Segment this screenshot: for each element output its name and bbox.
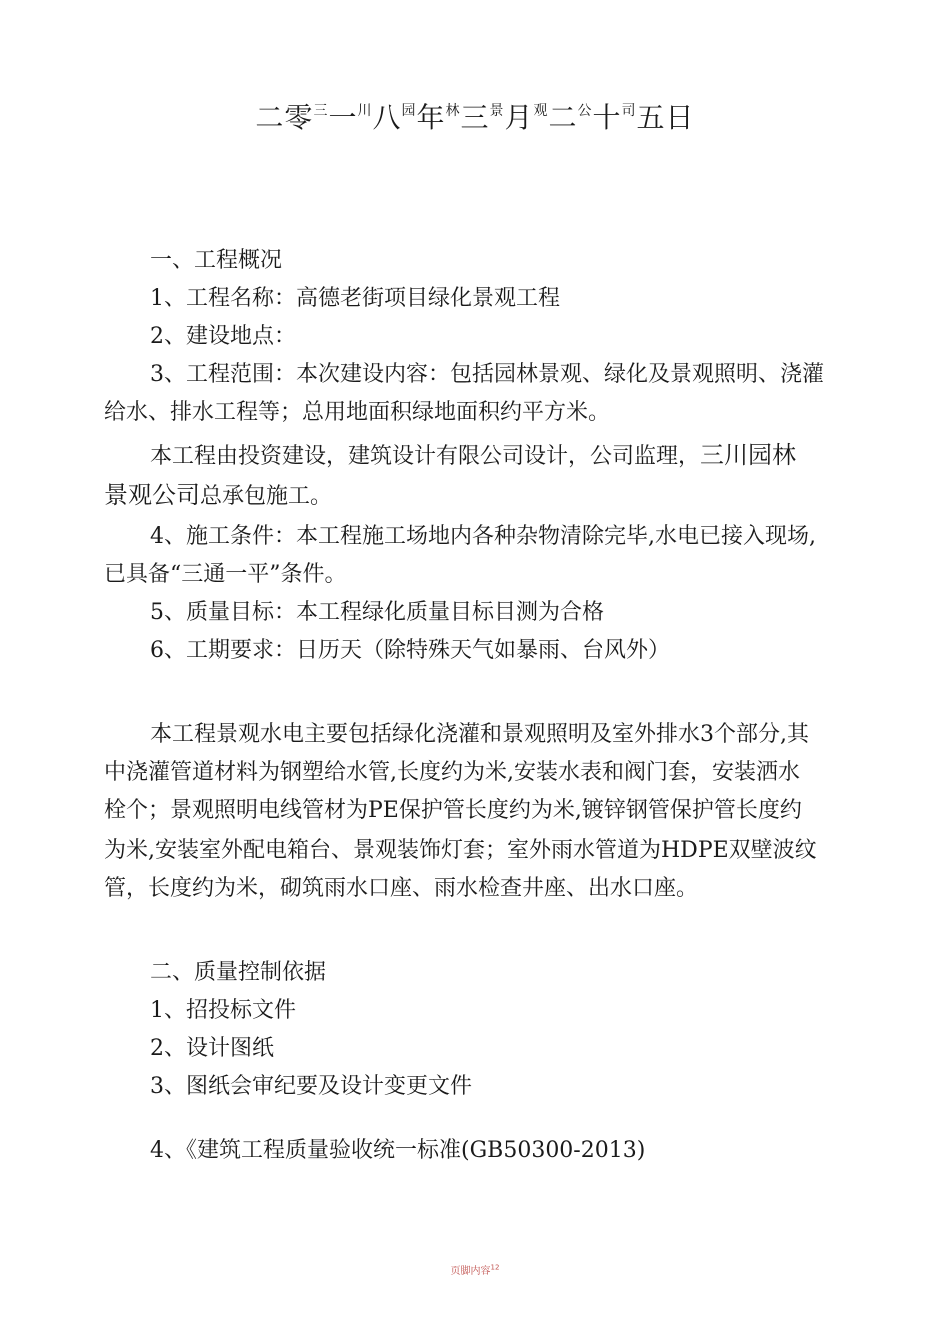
date-segment: 二零: [255, 101, 314, 134]
utilities-paragraph-line2: 中浇灌管道材料为钢塑给水管,长度约为米,安装水表和阀门套，安装洒水: [104, 760, 800, 785]
date-segment: 二: [548, 101, 578, 134]
basis-item-tender: 1、招投标文件: [150, 998, 296, 1023]
site-conditions-item: 4、施工条件：本工程施工场地内各种杂物清除完毕,水电已接入现场,: [150, 524, 816, 549]
site-conditions-continued: 已具备“三通一平”条件。: [104, 562, 347, 587]
project-scope-item: 3、工程范围：本次建设内容：包括园林景观、绿化及景观照明、浇灌: [150, 362, 824, 387]
date-segment: 五日: [636, 101, 695, 134]
date-segment: 三: [313, 103, 329, 119]
date-heading: [0, 96, 950, 136]
date-segment: 园: [401, 103, 417, 119]
date-segment: 林: [445, 103, 461, 119]
construction-site-item: 2、建设地点：: [150, 324, 296, 349]
date-segment: 司: [621, 103, 637, 119]
contractor-paragraph-line2: [104, 480, 332, 512]
schedule-item: 6、工期要求：日历天（除特殊天气如暴雨、台风外）: [150, 638, 670, 663]
basis-item-standard: 4、《建筑工程质量验收统一标准(GB50300-2013): [150, 1138, 646, 1163]
date-segment: 川: [357, 103, 373, 119]
project-scope-continued: 给水、排水工程等；总用地面积绿地面积约平方米。: [104, 400, 611, 425]
date-segment: 月: [504, 101, 534, 134]
utilities-paragraph-line1: 本工程景观水电主要包括绿化浇灌和景观照明及室外排水3个部分,其: [150, 722, 809, 747]
project-name-item: 1、工程名称：高德老街项目绿化景观工程: [150, 286, 560, 311]
utilities-paragraph-line4: 为米,安装室外配电箱台、景观装饰灯套；室外雨水管道为HDPE双壁波纹: [104, 838, 817, 863]
section-heading-overview: 一、工程概况: [150, 248, 283, 273]
date-segment: 三: [460, 101, 490, 134]
contractor-role: 总承包施工。: [200, 484, 333, 509]
date-segment: 公: [577, 103, 593, 119]
contractor-text: 本工程由投资建设，建筑设计有限公司设计，公司监理，: [150, 444, 701, 469]
page-footer: [0, 1262, 950, 1277]
contractor-company-name: 三川园林: [700, 441, 797, 469]
basis-item-review: 3、图纸会审纪要及设计变更文件: [150, 1074, 472, 1099]
date-segment: 一: [328, 101, 358, 134]
contractor-paragraph-line1: [150, 440, 796, 472]
date-segment: 八: [372, 101, 402, 134]
contractor-company-suffix: 景观公司: [104, 481, 200, 509]
utilities-paragraph-line3: 栓个；景观照明电线管材为PE保护管长度约为米,镀锌钢管保护管长度约: [104, 798, 802, 823]
section-heading-quality-basis: 二、质量控制依据: [150, 960, 327, 985]
date-segment: 年: [416, 101, 446, 134]
footer-text: 页脚内容: [450, 1266, 491, 1277]
utilities-paragraph-line5: 管，长度约为米，砌筑雨水口座、雨水检查井座、出水口座。: [104, 876, 699, 901]
date-segment: 景: [489, 103, 505, 119]
footer-page-number: 12: [490, 1263, 500, 1272]
quality-target-item: 5、质量目标：本工程绿化质量目标目测为合格: [150, 600, 604, 625]
date-segment: 十: [592, 101, 622, 134]
basis-item-drawings: 2、设计图纸: [150, 1036, 274, 1061]
date-segment: 观: [533, 103, 549, 119]
